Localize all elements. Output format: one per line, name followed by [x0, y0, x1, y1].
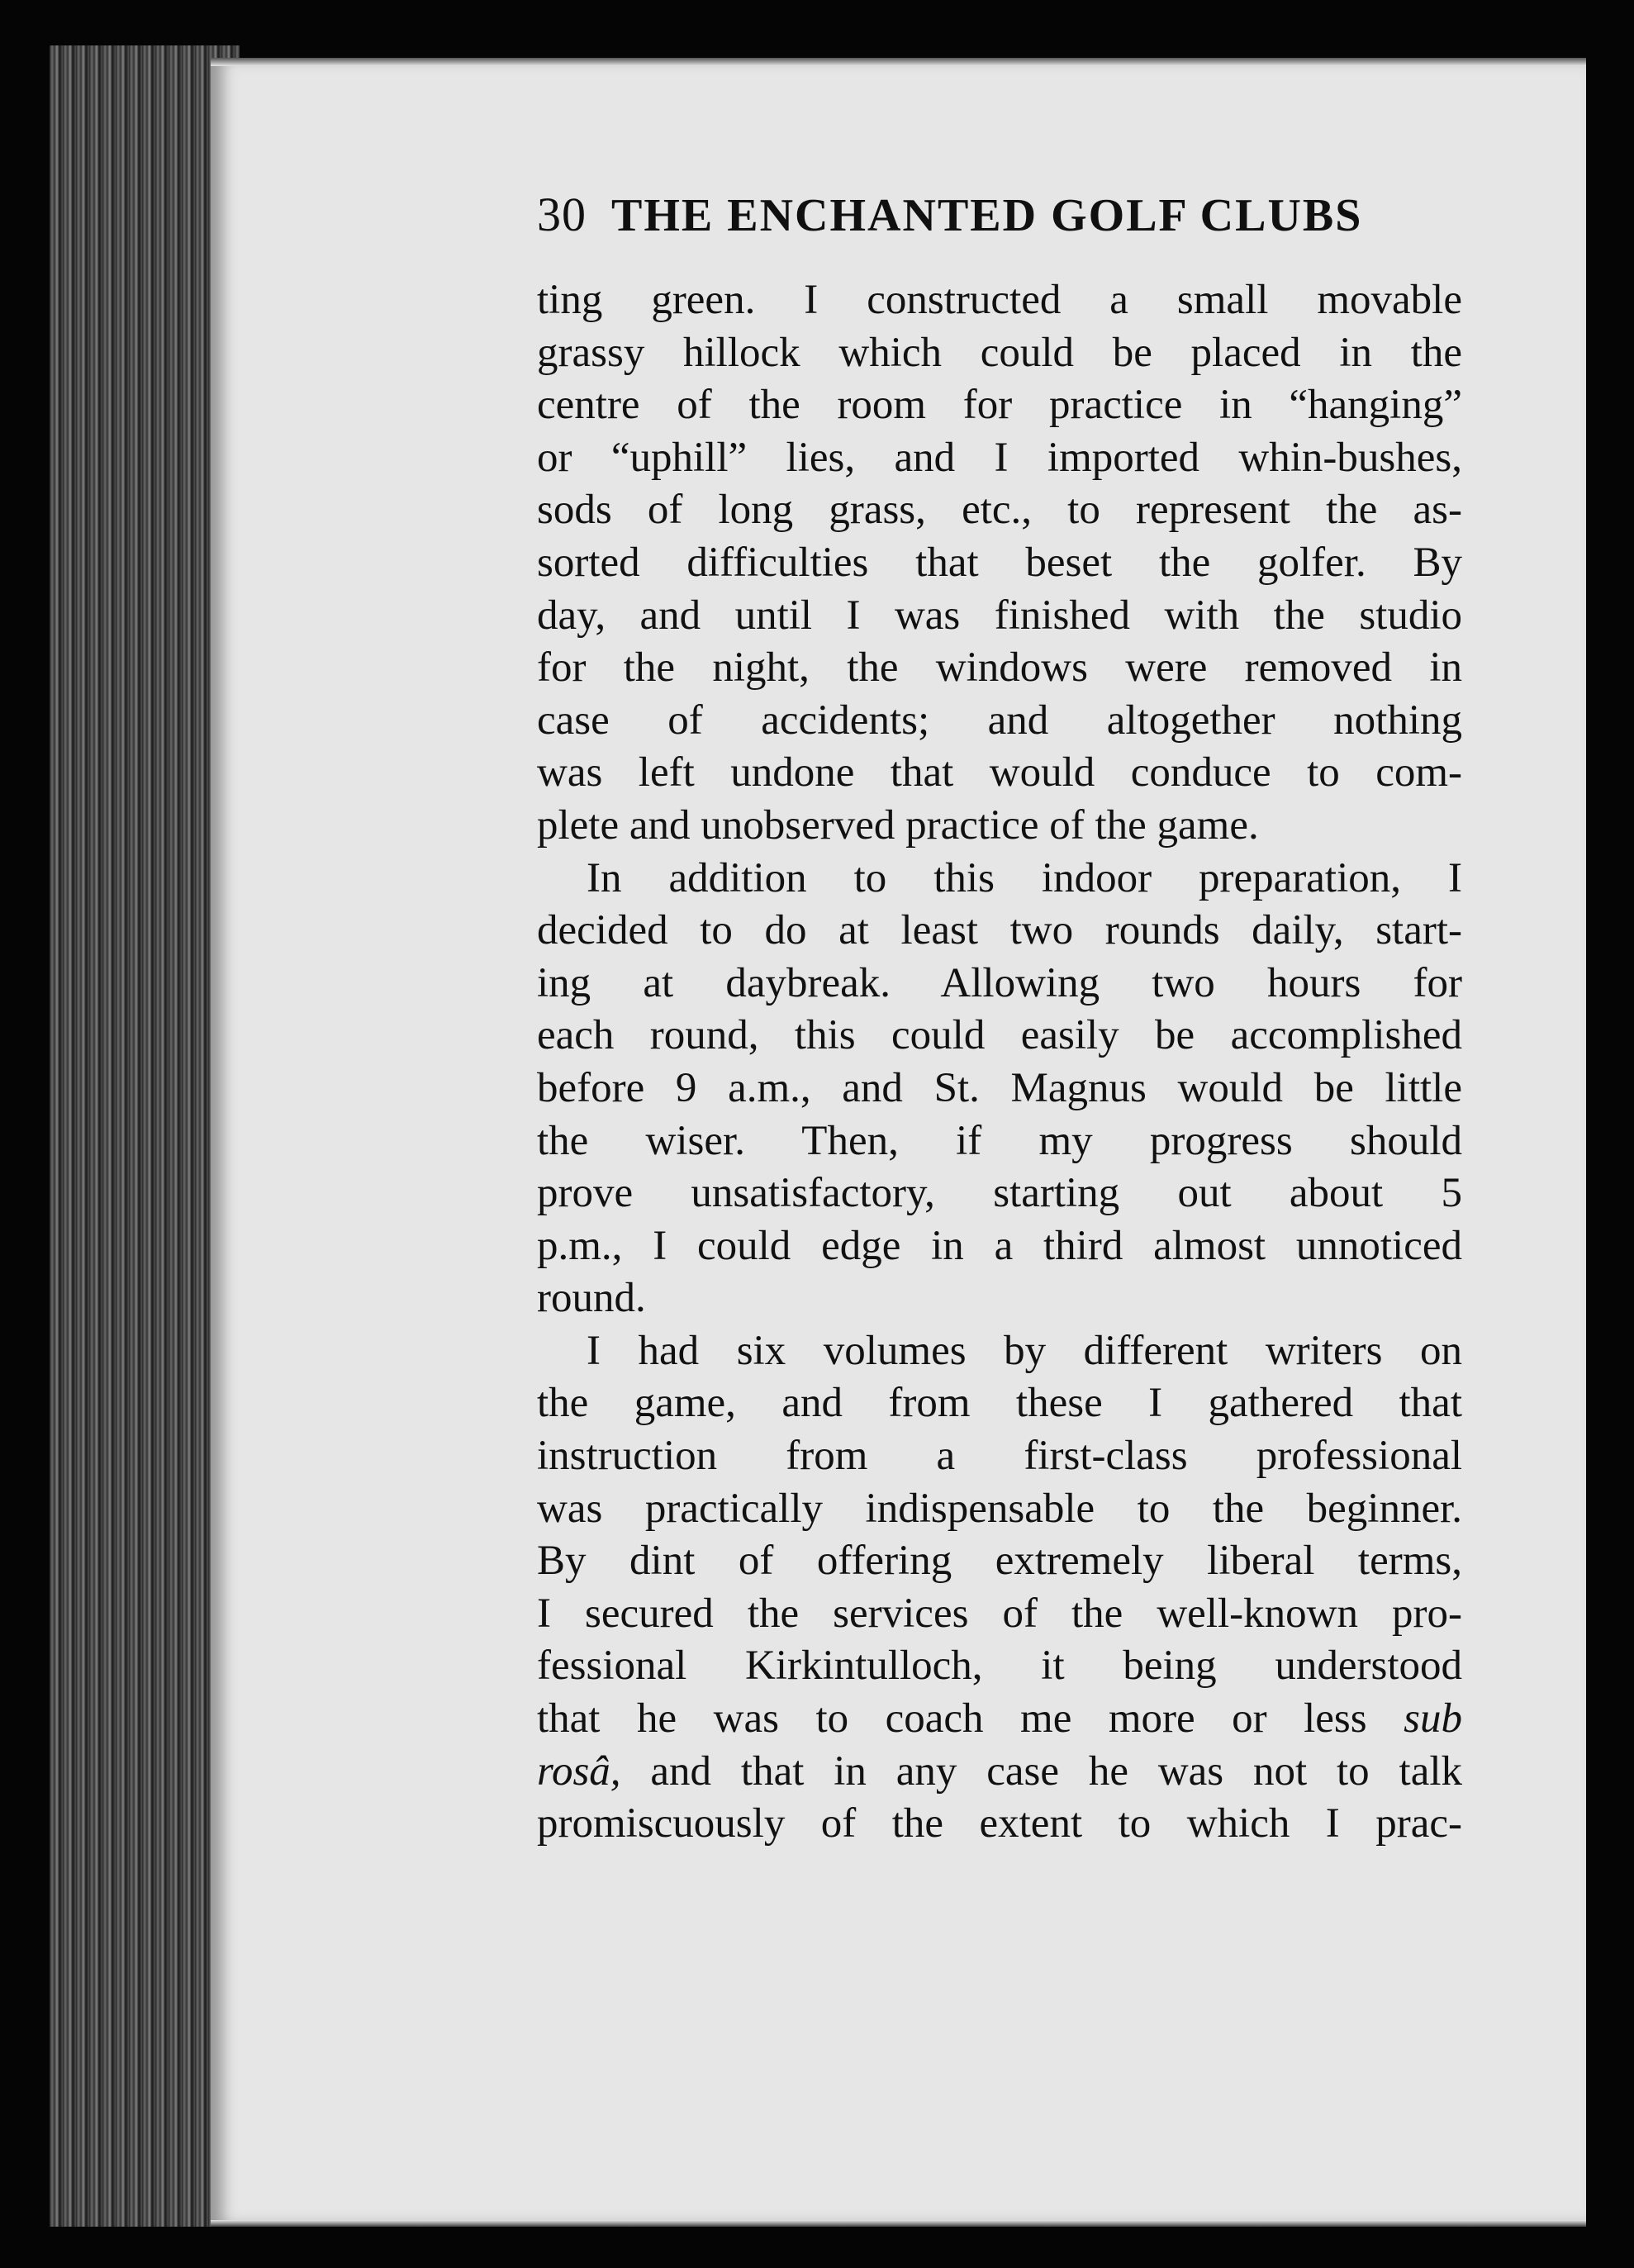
text-segment: that he was to coach me more or less — [537, 1695, 1367, 1743]
text-line: case of accidents; and altogether nothing — [537, 697, 1462, 744]
page-number: 30 — [537, 188, 587, 241]
text-line: sorted difficulties that beset the golfer. By — [537, 539, 1462, 586]
text-line: p.m., I could edge in a third almost unnoticed — [537, 1222, 1462, 1269]
text-line: ing at daybreak. Allowing two hours for — [537, 959, 1462, 1006]
text-line: was practically indispensable to the beginner. — [537, 1485, 1462, 1532]
text-line: instruction from a first-class professional — [537, 1433, 1462, 1480]
text-line: promiscuously of the extent to which I prac- — [537, 1800, 1462, 1847]
running-header — [537, 187, 1462, 242]
text-line: day, and until I was finished with the studio — [537, 592, 1462, 639]
body-text — [537, 274, 1462, 1851]
text-line: the wiser. Then, if my progress should — [537, 1117, 1462, 1164]
text-line: centre of the room for practice in “hanging” — [537, 382, 1462, 429]
text-line: plete and unobserved practice of the game. — [537, 801, 1259, 849]
text-line: sods of long grass, etc., to represent the as- — [537, 487, 1462, 534]
text-segment: and that in any case he was not to talk — [650, 1747, 1463, 1795]
text-line: In addition to this indoor preparation, I — [587, 854, 1462, 901]
text-line: decided to do at least two rounds daily, start- — [537, 907, 1462, 954]
italic-text: sub — [1404, 1695, 1462, 1743]
text-line: before 9 a.m., and St. Magnus would be little — [537, 1064, 1462, 1111]
text-line: round. — [537, 1275, 646, 1322]
text-line: fessional Kirkintulloch, it being understood — [537, 1643, 1462, 1690]
text-line: I had six volumes by different writers on — [587, 1327, 1462, 1374]
text-line: I secured the services of the well-known pro- — [537, 1590, 1462, 1637]
text-line: or “uphill” lies, and I imported whin-bushes, — [537, 434, 1462, 481]
running-title: THE ENCHANTED GOLF CLUBS — [611, 190, 1363, 241]
text-line: ting green. I constructed a small movable — [537, 277, 1462, 323]
text-line: By dint of offering extremely liberal terms, — [537, 1538, 1462, 1585]
text-line-with-italic — [537, 1693, 1462, 1746]
text-line: for the night, the windows were removed in — [537, 644, 1462, 692]
text-line: each round, this could easily be accomplished — [537, 1012, 1462, 1059]
text-line: was left undone that would conduce to com- — [537, 749, 1462, 796]
text-line-with-italic — [537, 1746, 1462, 1799]
italic-text: rosâ, — [537, 1747, 621, 1795]
text-line: the game, and from these I gathered that — [537, 1380, 1462, 1427]
text-line: prove unsatisfactory, starting out about 5 — [537, 1170, 1462, 1217]
text-line: grassy hillock which could be placed in the — [537, 329, 1462, 376]
